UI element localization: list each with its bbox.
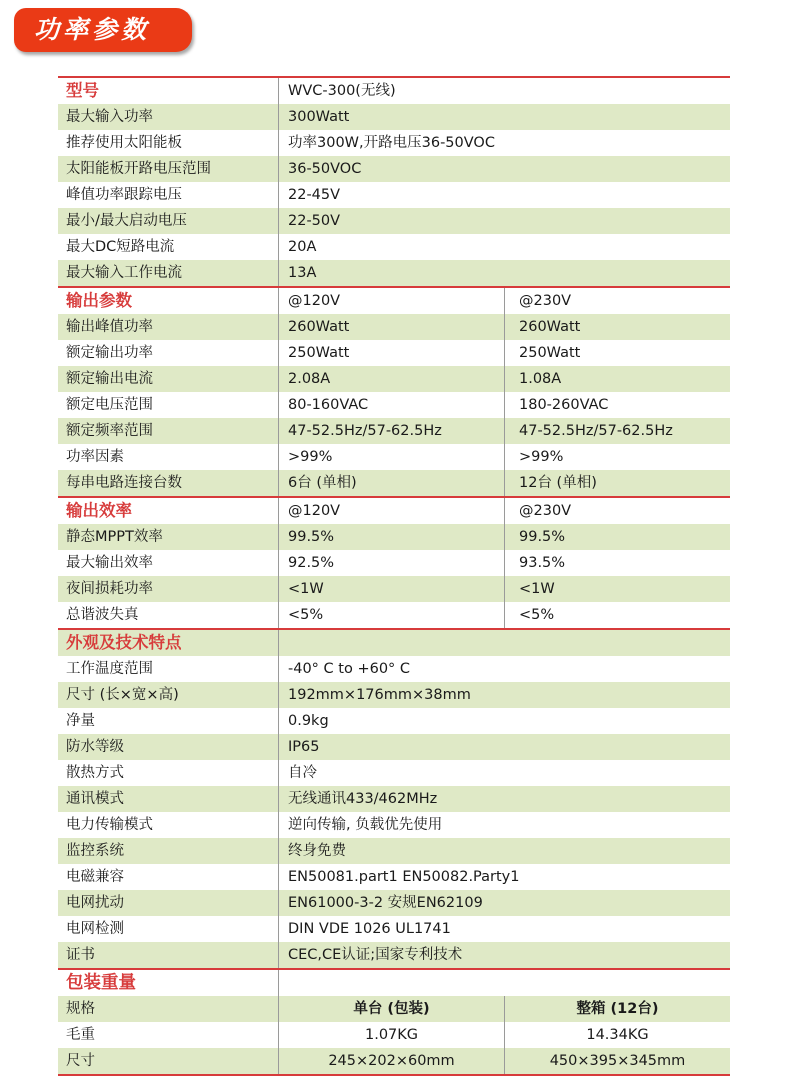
spec-row [58,156,730,182]
spec-table [58,76,730,1076]
spec-value: <5% [288,607,324,623]
spec-label: 规格 [58,996,279,1022]
model-label: 型号 [58,78,279,104]
column-header: @120V [288,503,341,519]
spec-value: 180-260VAC [504,392,730,418]
spec-label: 尺寸 [58,1048,279,1074]
spec-label: 输出峰值功率 [58,314,279,340]
spec-row [58,444,730,470]
spec-row [58,550,730,576]
spec-value: <5% [504,602,730,628]
spec-row [58,76,730,104]
spec-row [58,682,730,708]
spec-label: 电网扰动 [58,890,279,916]
spec-label: 电磁兼容 [58,864,279,890]
spec-label: 监控系统 [58,838,279,864]
section-title: 输出参数 [58,288,279,314]
spec-label: 证书 [58,942,279,968]
spec-row [58,786,730,812]
spec-label: 额定电压范围 [58,392,279,418]
packing-head-row [58,996,730,1022]
spec-row [58,130,730,156]
spec-row [58,942,730,968]
spec-value: 22-45V [288,187,341,203]
spec-value: 6台 (单相) [288,475,357,491]
spec-value: 无线通讯433/462MHz [288,791,438,807]
spec-label: 最大输入工作电流 [58,260,279,286]
spec-row [58,576,730,602]
spec-value: 逆向传输, 负载优先使用 [288,817,443,833]
spec-value: 245×202×60mm [328,1053,455,1069]
column-header: 单台 (包装) [353,1001,430,1017]
spec-value: 1.08A [504,366,730,392]
spec-row [58,366,730,392]
spec-row [58,470,730,496]
spec-value: 功率300W,开路电压36-50VOC [288,135,495,151]
spec-value: 1.07KG [364,1027,419,1043]
spec-row [58,916,730,942]
spec-value: DIN VDE 1026 UL1741 [288,921,451,937]
spec-value: 93.5% [504,550,730,576]
spec-label: 工作温度范围 [58,656,279,682]
spec-label: 最小/最大启动电压 [58,208,279,234]
spec-label: 防水等级 [58,734,279,760]
spec-label: 最大DC短路电流 [58,234,279,260]
spec-row [58,838,730,864]
spec-label: 净量 [58,708,279,734]
spec-row [58,760,730,786]
column-header: 整箱 (12台) [504,996,730,1022]
section-header-features [58,628,730,656]
section-header-packing [58,968,730,996]
spec-label: 电网检测 [58,916,279,942]
page-title: 功率参数 [14,8,192,52]
spec-row [58,812,730,838]
spec-value: >99% [288,449,333,465]
spec-row [58,1022,730,1048]
spec-label: 电力传输模式 [58,812,279,838]
spec-value: 47-52.5Hz/57-62.5Hz [288,423,442,439]
spec-row [58,656,730,682]
spec-value: 260Watt [288,319,350,335]
spec-value: WVC-300(无线) [288,83,396,99]
column-header: @120V [288,293,341,309]
spec-row [58,260,730,286]
section-title: 包装重量 [58,970,279,996]
section-blank [279,970,730,996]
spec-label: 额定输出功率 [58,340,279,366]
spec-row [58,208,730,234]
spec-value: 80-160VAC [288,397,369,413]
section-title: 输出效率 [58,498,279,524]
spec-label: 峰值功率跟踪电压 [58,182,279,208]
spec-value: EN61000-3-2 安规EN62109 [288,895,483,911]
spec-label: 毛重 [58,1022,279,1048]
spec-label: 额定频率范围 [58,418,279,444]
spec-value: 300Watt [288,109,350,125]
spec-label: 尺寸 (长×宽×高) [58,682,279,708]
spec-value: 99.5% [504,524,730,550]
spec-row [58,524,730,550]
spec-row [58,234,730,260]
spec-value: 250Watt [288,345,350,361]
spec-row [58,340,730,366]
spec-row [58,104,730,130]
spec-value: 260Watt [504,314,730,340]
spec-row [58,734,730,760]
spec-value: 13A [288,265,317,281]
section-blank [279,630,730,656]
spec-row [58,418,730,444]
spec-value: <1W [288,581,324,597]
section-header-output [58,286,730,314]
spec-value: 192mm×176mm×38mm [288,687,471,703]
spec-value: 47-52.5Hz/57-62.5Hz [504,418,730,444]
spec-value: EN50081.part1 EN50082.Party1 [288,869,520,885]
spec-label: 总谐波失真 [58,602,279,628]
spec-value: 92.5% [288,555,335,571]
spec-value: CEC,CE认证;国家专利技术 [288,947,463,963]
spec-label: 最大输入功率 [58,104,279,130]
spec-row [58,602,730,628]
spec-row [58,864,730,890]
spec-row [58,392,730,418]
spec-label: 额定输出电流 [58,366,279,392]
spec-label: 夜间损耗功率 [58,576,279,602]
spec-row [58,708,730,734]
spec-value: 自冷 [288,765,317,781]
spec-value: 12台 (单相) [504,470,730,496]
spec-value: 20A [288,239,317,255]
spec-label: 每串电路连接台数 [58,470,279,496]
spec-label: 太阳能板开路电压范围 [58,156,279,182]
spec-value: 450×395×345mm [504,1048,730,1074]
column-header: @230V [504,288,730,314]
spec-value: 2.08A [288,371,331,387]
spec-label: 功率因素 [58,444,279,470]
column-header: @230V [504,498,730,524]
spec-value: 250Watt [504,340,730,366]
spec-value: 0.9kg [288,713,329,729]
spec-value: 终身免费 [288,843,346,859]
spec-value: 14.34KG [504,1022,730,1048]
spec-label: 最大输出效率 [58,550,279,576]
spec-value: IP65 [288,739,320,755]
section-title: 外观及技术特点 [58,630,279,656]
spec-value: 99.5% [288,529,335,545]
spec-label: 推荐使用太阳能板 [58,130,279,156]
spec-value: 36-50VOC [288,161,362,177]
spec-row [58,1048,730,1076]
spec-label: 散热方式 [58,760,279,786]
spec-row [58,890,730,916]
spec-value: <1W [504,576,730,602]
spec-value: 22-50V [288,213,341,229]
spec-row [58,314,730,340]
section-header-efficiency [58,496,730,524]
spec-value: >99% [504,444,730,470]
spec-row [58,182,730,208]
spec-value: -40° C to +60° C [288,661,411,677]
spec-label: 通讯模式 [58,786,279,812]
spec-label: 静态MPPT效率 [58,524,279,550]
